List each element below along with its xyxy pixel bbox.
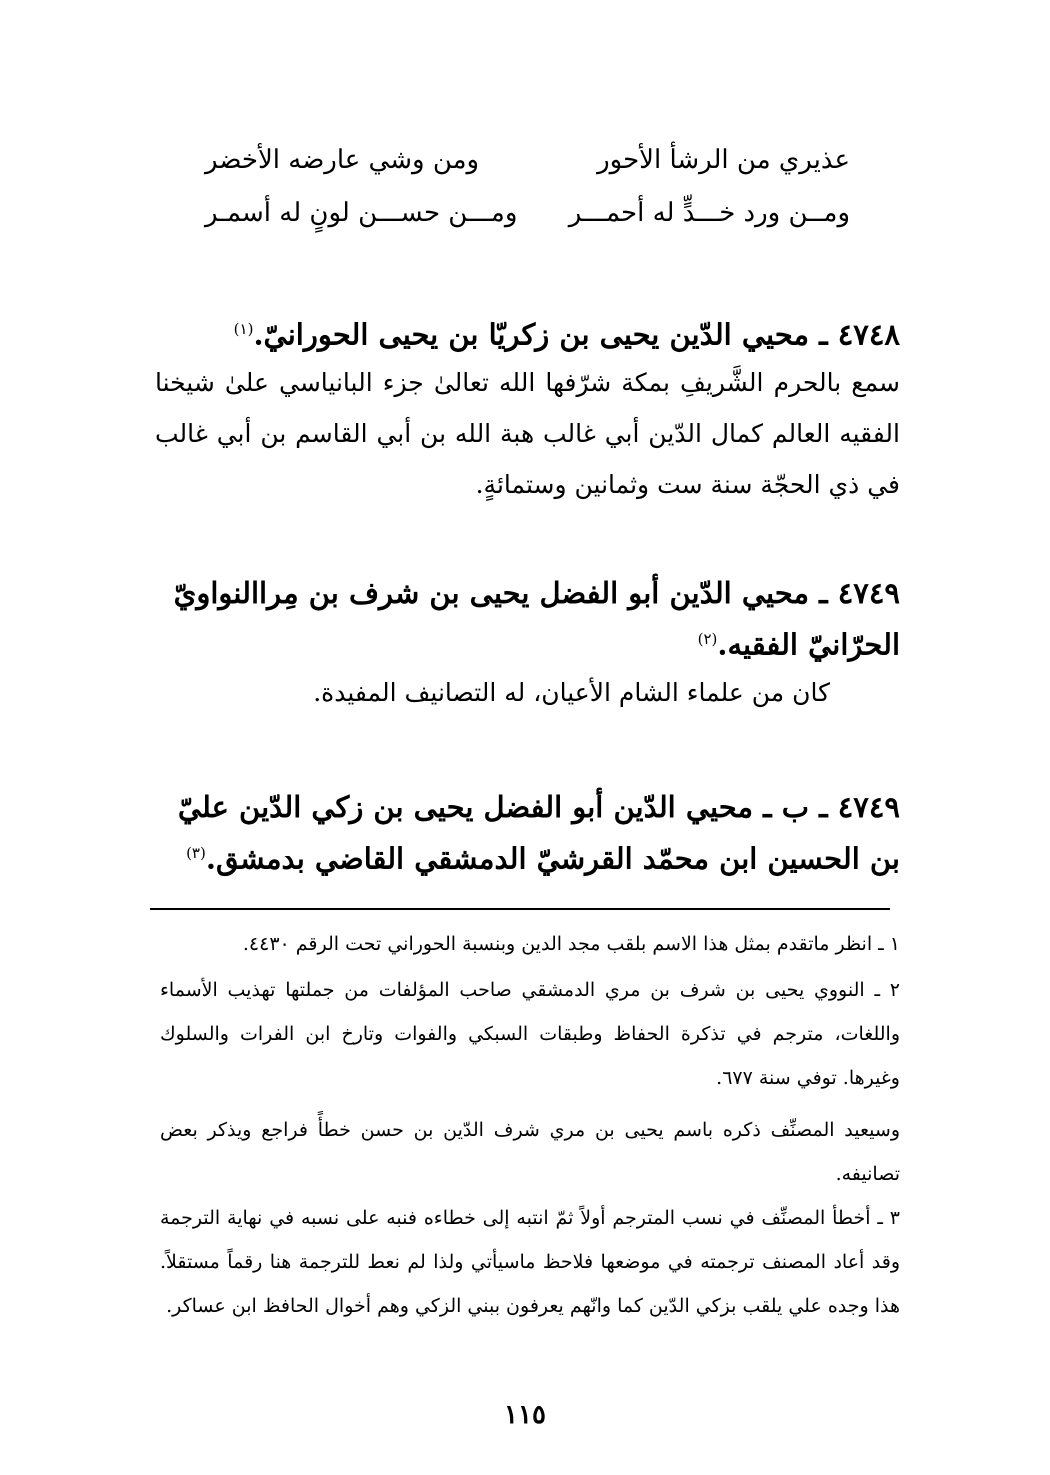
footnote-separator <box>150 908 890 910</box>
footnote-2-continuation: وسيعيد المصنِّف ذكره باسم يحيى بن مري شرف الدّين بن حسن خطأً فراجع ويذكر بعض تصانيفه. <box>160 1119 900 1185</box>
footnote-1: ١ ـ انظر ماتقدم بمثل هذا الاسم بلقب مجد الدين وبنسبة الحوراني تحت الرقم ٤٤٣٠. <box>242 933 900 955</box>
entry-4749b-title <box>155 784 900 882</box>
footnote-2: ٢ ـ النووي يحيى بن شرف بن مري الدمشقي صاحب المؤلفات من جملتها تهذيب الأسماء واللغات، مترجم في تذكرة الحفاظ وطبقات السبكي والفوات وتارخ ابن الفرات والسلوك وغيرها. توفي سنة ٦٧٧. <box>160 979 900 1089</box>
entry-4749b-heading: ٤٧٤٩ ـ ب ـ محيي الدّين أبو الفضل يحيى بن زكي الدّين عليّ بن الحسين ابن محمّد القرشيّ الدمشقي القاضي بدمشق. <box>177 790 900 876</box>
entry-4749-heading: ٤٧٤٩ ـ محيي الدّين أبو الفضل يحيى بن شرف بن مِراالنواويّ الحرّانيّ الفقيه. <box>173 576 900 662</box>
footnote-3: ٣ ـ أخطأ المصنِّف في نسب المترجم أولاً ثمّ انتبه إلى خطاءه فنبه على نسبه في نهاية الترجمة وقد أعاد المصنف ترجمته في موضعها فلاحظ ماسيأتي ولذا لم نعط للترجمة هنا رقماً مستقلاً. هذا وجده علي يلقب بزكي الدّين كما وانّهم يعرفون ببني الزكي وهم أخوال الحافظ ابن عساكر. <box>160 1207 900 1317</box>
entry-4749-title <box>155 570 900 668</box>
poem-verse-2 <box>150 198 850 248</box>
verse-1-second-hemistich: ومن وشي عارضه الأخضر <box>205 145 480 175</box>
entry-4749-body: كان من علماء الشام الأعيان، له التصانيف المفيدة. <box>313 678 830 707</box>
entry-4748-title <box>155 306 900 358</box>
footnote-ref-1: (١) <box>233 320 254 338</box>
verse-1-first-hemistich: عذيري من الرشأ الأحور <box>597 145 850 175</box>
poem-verse-1 <box>150 145 850 195</box>
page-number: ١١٥ <box>504 1400 546 1430</box>
entry-4748-heading: ٤٧٤٨ ـ محيي الدّين يحيى بن زكريّا بن يحيى الحورانيّ. <box>253 317 900 352</box>
verse-2-first-hemistich: ومــن ورد خـــدٍّ له أحمـــر <box>568 198 850 228</box>
footnote-ref-2: (٢) <box>697 630 718 648</box>
verse-2-second-hemistich: ومـــن حســـن لونٍ له أسمـر <box>205 198 518 228</box>
footnote-ref-3: (٣) <box>186 844 206 862</box>
entry-4748-body: سمع بالحرم الشَّريفِ بمكة شرّفها الله تعالىٰ جزء البانياسي علىٰ شيخنا الفقيه العالم كمال الدّين أبي غالب هبة الله بن أبي القاسم بن أبي غالب في ذي الحجّة سنة ست وثمانين وستمائةٍ. <box>155 368 900 499</box>
